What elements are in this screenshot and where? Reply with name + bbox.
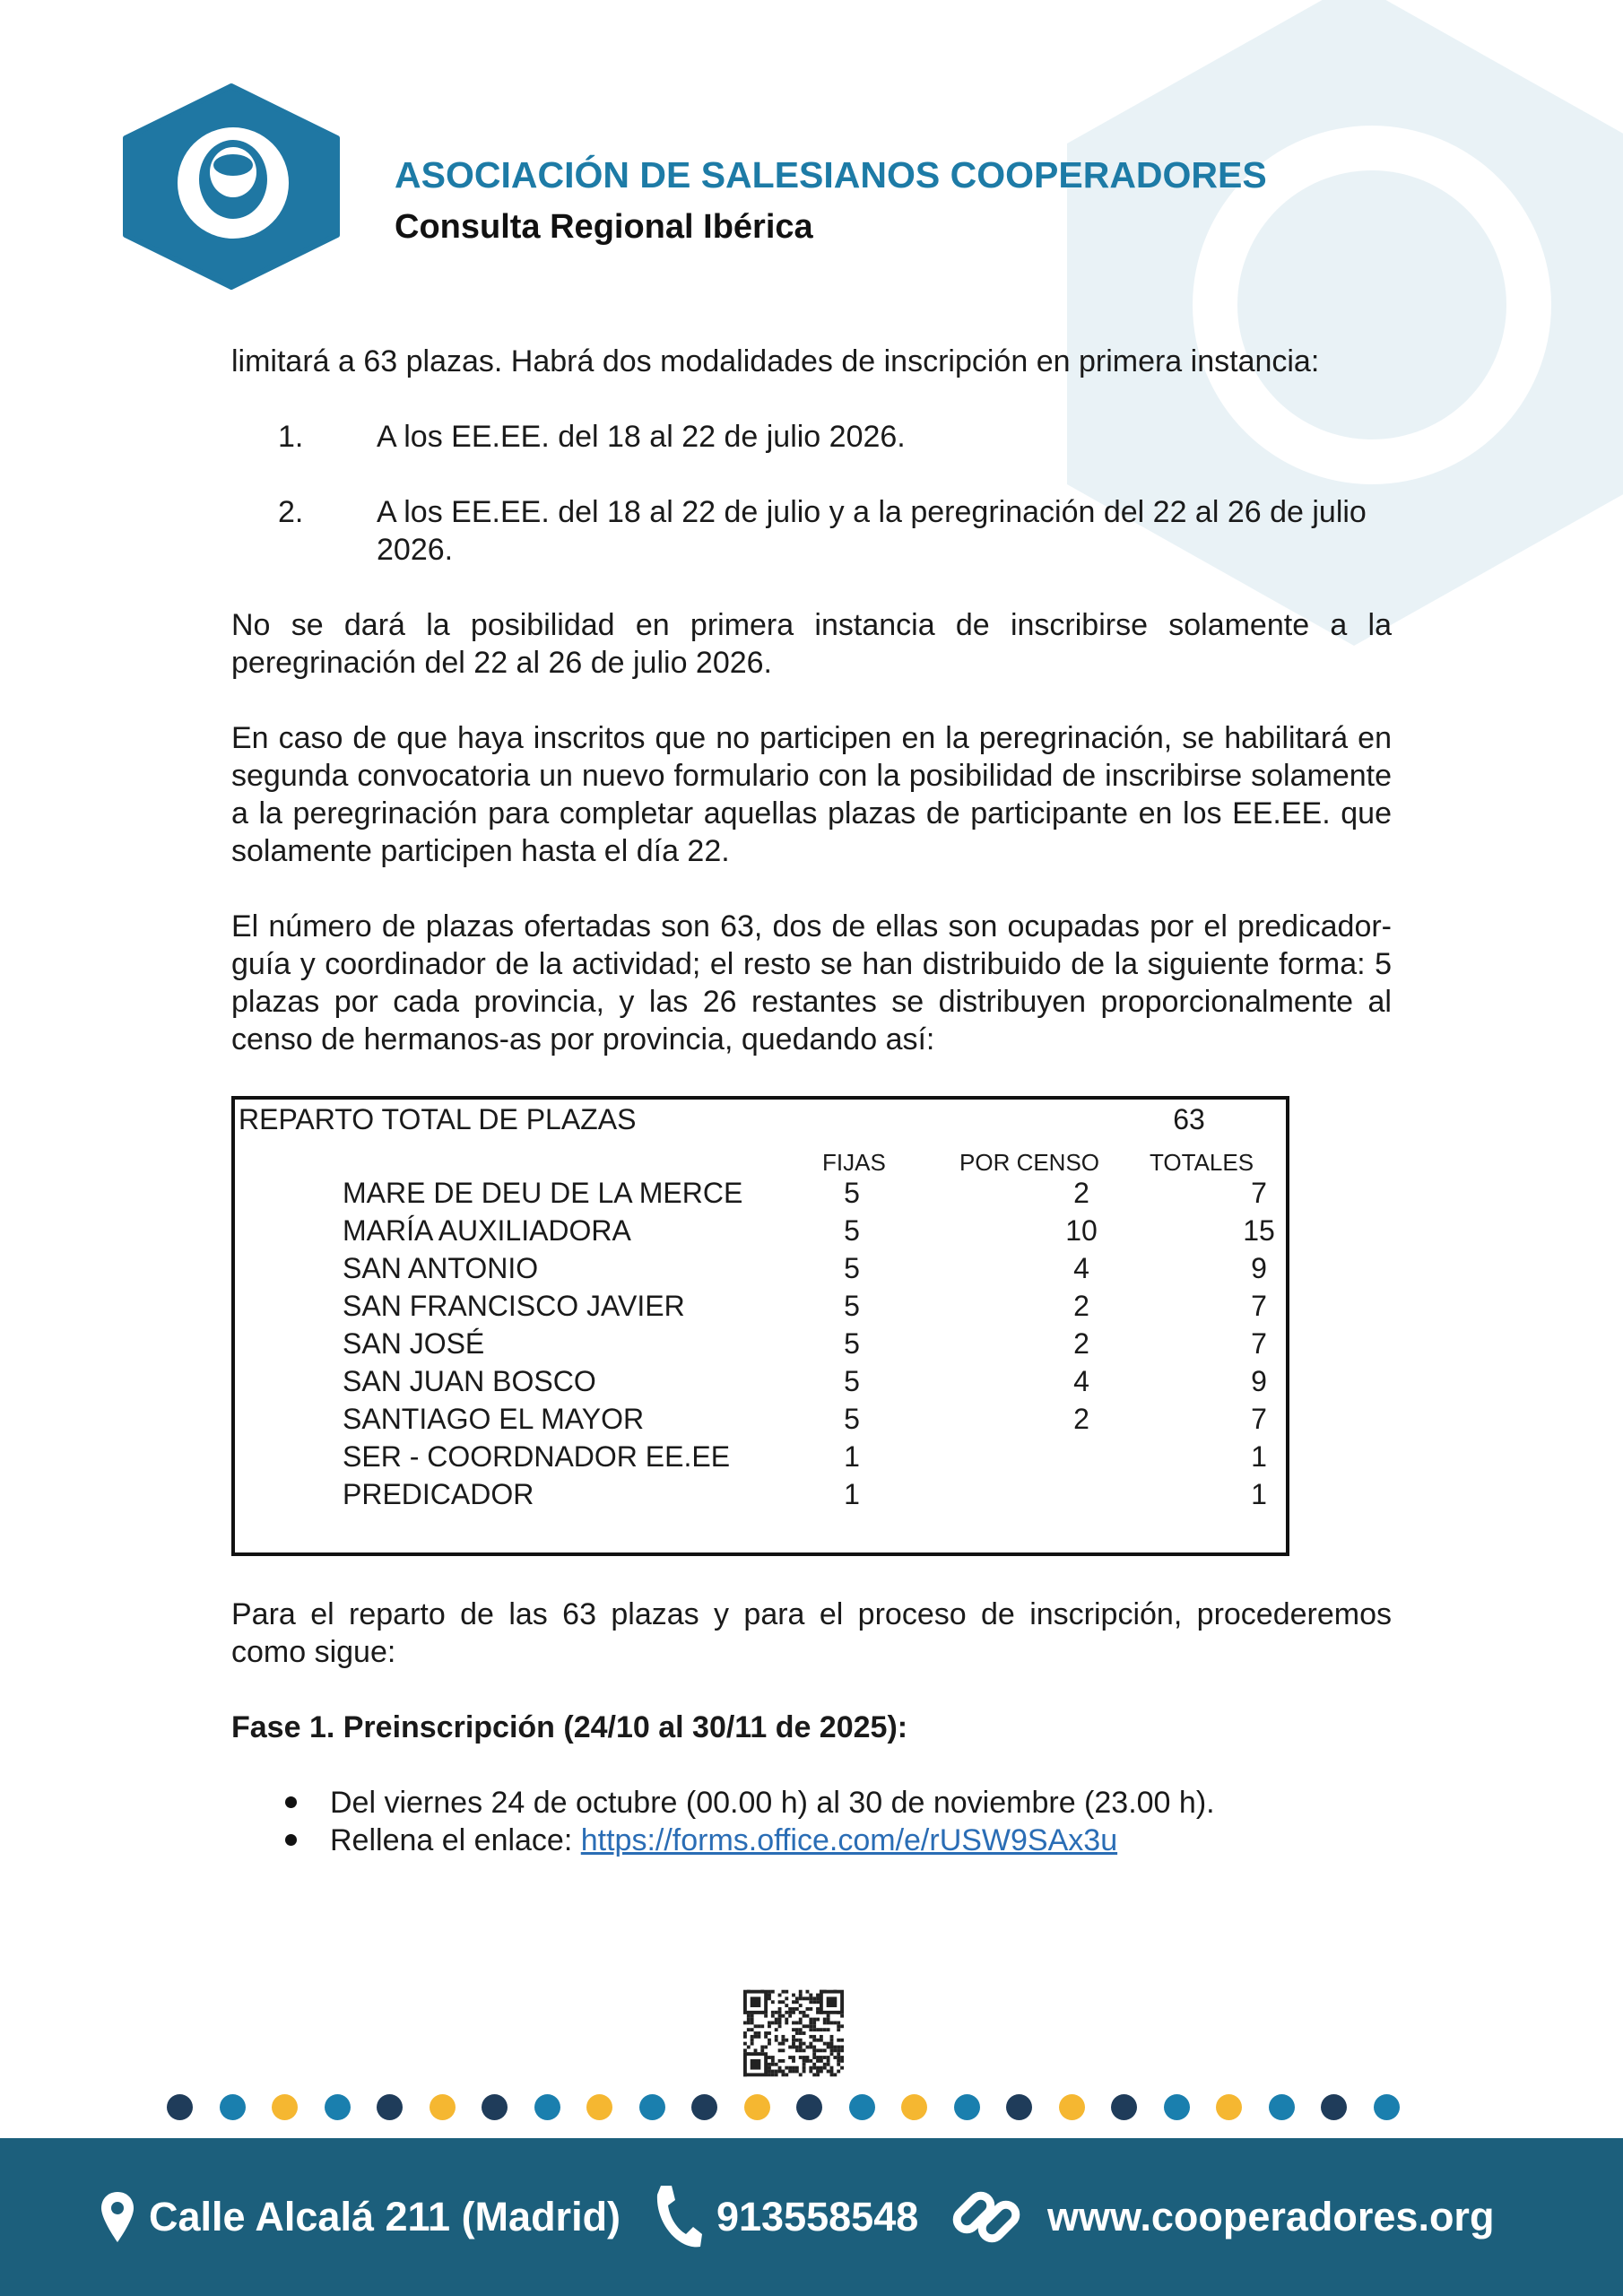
decorative-dot <box>1374 2094 1400 2120</box>
table-row <box>235 1212 1286 1249</box>
paragraph: Para el reparto de las 63 plazas y para el proceso de inscripción, procederemos como sigue: <box>231 1597 1392 1669</box>
paragraph: No se dará la posibilidad en primera instancia de inscribirse solamente a la peregrinación del 22 al 26 de julio 2026. <box>231 608 1392 680</box>
item-text: A los EE.EE. del 18 al 22 de julio 2026. <box>377 420 906 454</box>
phone-text: 913558548 <box>716 2194 919 2239</box>
bullet-item <box>231 1784 1392 1822</box>
decorative-dot <box>534 2094 560 2120</box>
decorative-dot <box>1269 2094 1295 2120</box>
row-name: PREDICADOR <box>343 1478 534 1510</box>
item-number: 2. <box>278 495 304 529</box>
column-header-fijas: FIJAS <box>822 1149 886 1176</box>
row-total: 7 <box>1251 1290 1267 1322</box>
table-row <box>235 1438 1286 1475</box>
website-text[interactable]: www.cooperadores.org <box>1047 2194 1495 2239</box>
row-fijas: 1 <box>844 1478 860 1510</box>
decorative-dot <box>1164 2094 1190 2120</box>
item-number: 1. <box>278 420 304 454</box>
row-fijas: 5 <box>844 1177 860 1209</box>
decorative-dot <box>1059 2094 1085 2120</box>
phase-title: Fase 1. Preinscripción (24/10 al 30/11 de 2025): <box>231 1710 908 1744</box>
table-row <box>235 1249 1286 1287</box>
bullet-text: Del viernes 24 de octubre (00.00 h) al 30 de noviembre (23.00 h). <box>330 1786 1215 1820</box>
row-fijas: 5 <box>844 1327 860 1360</box>
row-total: 7 <box>1251 1403 1267 1435</box>
row-censo: 10 <box>1065 1214 1098 1247</box>
org-subtitle: Consulta Regional Ibérica <box>395 208 813 246</box>
row-name: SANTIAGO EL MAYOR <box>343 1403 645 1435</box>
footer-address <box>99 2138 621 2296</box>
decorative-dot <box>220 2094 246 2120</box>
row-censo: 2 <box>1073 1327 1089 1360</box>
bullet-text: Rellena el enlace: <box>330 1823 581 1857</box>
decorative-dot <box>954 2094 980 2120</box>
table-row <box>235 1475 1286 1513</box>
row-fijas: 5 <box>844 1403 860 1435</box>
places-table: REPARTO TOTAL DE PLAZAS 63 FIJAS POR CENSO TOTALES MARE DE DEU DE LA MERCE 5 2 7 MARÍA AUXILIADORA 5 10 15 SAN ANTONIO 5 4 9 SAN FRANCISCO JAVIER 5 2 7 SAN JOSÉ 5 2 7 SAN JUAN BOSCO 5 4 9 SANTIAGO EL MAYOR 5 2 7 SER - COORDNADOR EE.EE 1 1 PREDICADOR 1 1 <box>231 1096 1289 1556</box>
table-row <box>235 1400 1286 1438</box>
location-pin-icon <box>99 2190 136 2244</box>
decorative-dot <box>482 2094 508 2120</box>
row-name: SAN JUAN BOSCO <box>343 1365 596 1397</box>
decorative-dot <box>744 2094 770 2120</box>
table-row <box>235 1325 1286 1362</box>
row-total: 9 <box>1251 1252 1267 1284</box>
decorative-dots <box>167 2094 1422 2121</box>
bullet-item <box>231 1822 1392 1859</box>
address-text: Calle Alcalá 211 (Madrid) <box>149 2194 621 2239</box>
row-censo: 4 <box>1073 1252 1089 1284</box>
row-fijas: 5 <box>844 1365 860 1397</box>
numbered-item <box>231 418 1392 456</box>
decorative-dot <box>430 2094 456 2120</box>
footer-website <box>949 2138 1494 2296</box>
decorative-dot <box>272 2094 298 2120</box>
row-name: SAN FRANCISCO JAVIER <box>343 1290 685 1322</box>
decorative-dot <box>586 2094 612 2120</box>
decorative-dot <box>325 2094 351 2120</box>
item-text: A los EE.EE. del 18 al 22 de julio y a la peregrinación del 22 al 26 de julio 2026. <box>377 495 1367 567</box>
row-fijas: 5 <box>844 1252 860 1284</box>
row-censo: 4 <box>1073 1365 1089 1397</box>
numbered-item <box>231 493 1392 569</box>
row-total: 15 <box>1243 1214 1275 1247</box>
row-total: 1 <box>1251 1478 1267 1510</box>
row-name: MARÍA AUXILIADORA <box>343 1214 631 1247</box>
decorative-dot <box>1111 2094 1137 2120</box>
decorative-dot <box>377 2094 403 2120</box>
footer-bar <box>0 2138 1623 2296</box>
row-censo: 2 <box>1073 1290 1089 1322</box>
footer-phone <box>652 2138 918 2296</box>
column-header-totales: TOTALES <box>1150 1149 1254 1176</box>
paragraph: En caso de que haya inscritos que no participen en la peregrinación, se habilitará en segunda convocatoria un nuevo formulario con la posibilidad de inscribirse solamente a la peregrinación para completar aquellas plazas de participante en los EE.EE. que solamente participen hasta el día 22. <box>231 721 1392 868</box>
row-total: 1 <box>1251 1440 1267 1473</box>
decorative-dot <box>1006 2094 1032 2120</box>
qr-code-icon[interactable] <box>743 1989 844 2077</box>
org-title: ASOCIACIÓN DE SALESIANOS COOPERADORES <box>395 154 1267 196</box>
phone-icon <box>652 2182 704 2252</box>
row-name: SAN JOSÉ <box>343 1327 485 1360</box>
row-censo: 2 <box>1073 1177 1089 1209</box>
row-fijas: 5 <box>844 1214 860 1247</box>
decorative-dot <box>796 2094 822 2120</box>
row-fijas: 1 <box>844 1440 860 1473</box>
decorative-dot <box>901 2094 927 2120</box>
bullet-list <box>231 1784 1392 1859</box>
row-total: 9 <box>1251 1365 1267 1397</box>
paragraph: El número de plazas ofertadas son 63, dos de ellas son ocupadas por el predicador-guía y coordinador de la actividad; el resto se han distribuido de la siguiente forma: 5 plazas por cada provincia, y las 26 restantes se distribuyen proporcionalmente al censo de hermanos-as por provincia, quedando así: <box>231 909 1392 1057</box>
table-title: REPARTO TOTAL DE PLAZAS <box>239 1103 637 1135</box>
table-row <box>235 1174 1286 1212</box>
logo-icon <box>117 83 345 291</box>
form-link[interactable]: https://forms.office.com/e/rUSW9SAx3u <box>580 1823 1118 1857</box>
document-body <box>231 343 1392 1859</box>
row-name: SAN ANTONIO <box>343 1252 539 1284</box>
column-header-censo: POR CENSO <box>959 1149 1100 1176</box>
row-total: 7 <box>1251 1177 1267 1209</box>
link-icon <box>949 2179 1024 2255</box>
paragraph: limitará a 63 plazas. Habrá dos modalidades de inscripción en primera instancia: <box>231 344 1320 378</box>
decorative-dot <box>1216 2094 1242 2120</box>
decorative-dot <box>691 2094 717 2120</box>
table-row <box>235 1287 1286 1325</box>
decorative-dot <box>849 2094 875 2120</box>
decorative-dot <box>639 2094 665 2120</box>
row-name: MARE DE DEU DE LA MERCE <box>343 1177 743 1209</box>
table-row <box>235 1362 1286 1400</box>
row-total: 7 <box>1251 1327 1267 1360</box>
row-name: SER - COORDNADOR EE.EE <box>343 1440 731 1473</box>
decorative-dot <box>167 2094 193 2120</box>
row-fijas: 5 <box>844 1290 860 1322</box>
row-censo: 2 <box>1073 1403 1089 1435</box>
decorative-dot <box>1321 2094 1347 2120</box>
